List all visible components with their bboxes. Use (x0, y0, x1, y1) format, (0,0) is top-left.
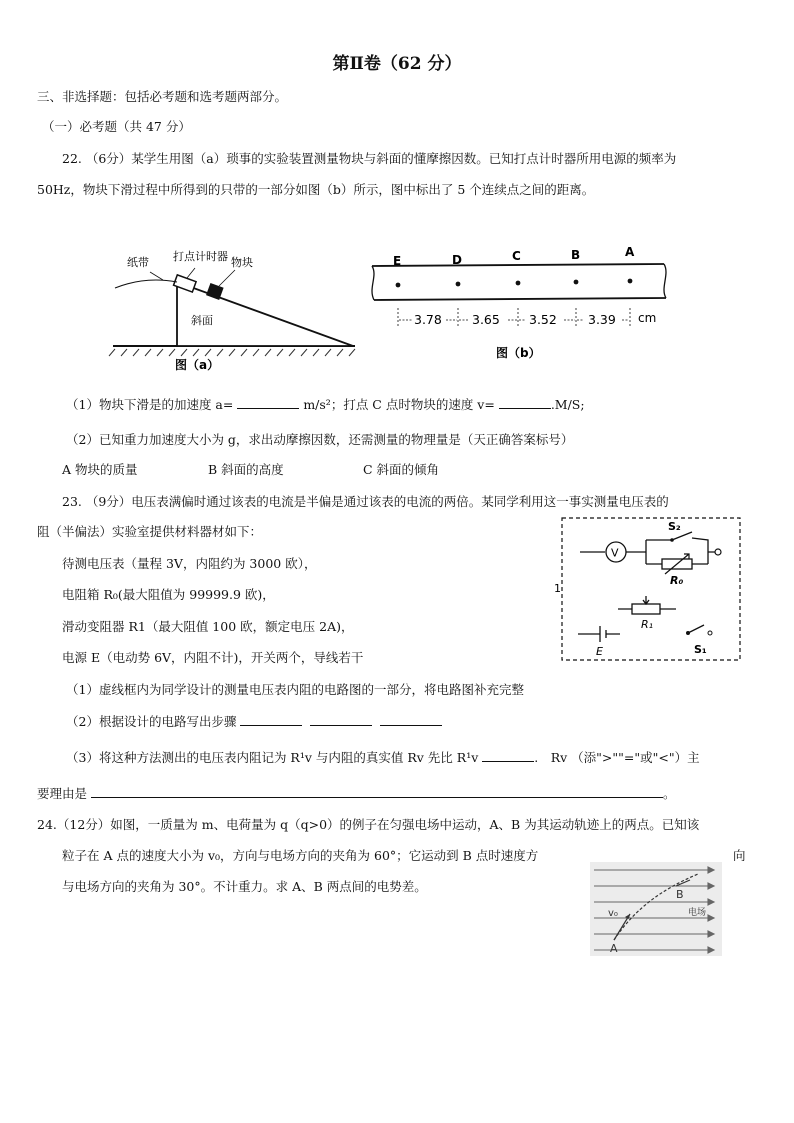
part1-heading: （一）必考题（共 47 分） (42, 119, 191, 134)
answer-blank-step-1[interactable] (240, 713, 302, 726)
q24-line3: 与电场方向的夹角为 30°。不计重力。求 A、B 两点间的电势差。 (62, 879, 427, 894)
answer-blank-step-3[interactable] (380, 713, 442, 726)
figure-b-tape (368, 240, 668, 365)
q23-line2: 阻（半偏法）实验室提供材料器材如下： (37, 524, 263, 539)
q22-line1: 22. （6分）某学生用图（a）琐事的实验装置测量物块与斜面的懂摩擦因数。已知打点计时器所用电源的频率为 (62, 151, 677, 166)
label-point-a: A (610, 942, 618, 955)
section-title: 第Ⅱ卷（62 分） (332, 54, 462, 74)
answer-blank-compare[interactable] (482, 749, 534, 762)
tape-distance-2: 3.65 (472, 312, 500, 327)
q23-sub1: （1）虚线框内为同学设计的测量电压表内阻的电路图的一部分，将电路图补充完整 (66, 682, 524, 697)
label-point-b: B (676, 888, 684, 901)
tape-unit: cm (638, 311, 657, 325)
q23-item-resistor-box: 电阻箱 R₀(最大阻值为 99999.9 欧)， (62, 587, 275, 602)
label-s1: S₁ (694, 643, 707, 656)
fig-a-label-block: 物块 (231, 256, 253, 269)
q24-line1: 24.（12分）如图，一质量为 m、电荷量为 q（q>0）的例子在匀强电场中运动，A、B 为其运动轨迹上的两点。已知该 (37, 817, 700, 832)
q22-sub2: （2）已知重力加速度大小为 g，求出动摩擦因数，还需测量的物理量是（天正确答案标号） (66, 432, 574, 447)
circuit-side-mark: 1 (554, 582, 561, 595)
fig-a-label-tape: 纸带 (127, 256, 149, 269)
label-v0: v₀ (608, 908, 618, 919)
answer-blank-acceleration[interactable] (237, 396, 299, 409)
q23-item-rheostat: 滑动变阻器 R1（最大阻值 100 欧，额定电压 2A)， (62, 619, 354, 634)
q23-item-source: 电源 E（电动势 6V，内阻不计)，开关两个，导线若干 (62, 650, 364, 665)
section3-heading: 三、非选择题：包括必考题和选考题两部分。 (37, 89, 288, 104)
q22-sub1-text-a: （1）物块下滑是的加速度 a= (66, 397, 234, 412)
q23-line1: 23. （9分）电压表满偏时通过该表的电流是半偏是通过该表的电流的两倍。某同学利用这一事实测量电压表的 (62, 494, 669, 509)
circuit-diagram (548, 512, 748, 672)
q22-sub1-text-c: .M/S; (550, 397, 585, 412)
figure-a-incline (105, 240, 365, 375)
q23-sub3-text-a: （3）将这种方法测出的电压表内阻记为 R¹v 与内阻的真实值 Rv 先比 R¹v (66, 750, 479, 765)
q22-option-c: C 斜面的倾角 (363, 462, 440, 477)
label-e: E (596, 645, 603, 658)
q22-line2: 50Hz，物块下滑过程中所得到的只带的一部分如图（b）所示，图中标出了 5 个连续点之间的距离。 (37, 182, 595, 197)
answer-blank-velocity[interactable] (499, 396, 551, 409)
label-field: 电场 (688, 908, 707, 918)
label-r1: R₁ (641, 618, 654, 631)
q23-reason-end: 。 (663, 786, 676, 801)
field-trajectory-figure (590, 862, 722, 956)
q22-sub1-text-b: m/s²；打点 C 点时物块的速度 v= (303, 397, 495, 412)
fig-b-caption: 图（b） (496, 346, 541, 360)
label-s2: S₂ (668, 520, 681, 533)
tape-point-c: C (512, 249, 521, 263)
tape-distance-1: 3.78 (414, 312, 442, 327)
tape-point-b: B (571, 248, 581, 262)
q23-sub2-text: （2）根据设计的电路写出步骤 (66, 714, 237, 729)
q24-line2: 粒子在 A 点的速度大小为 v₀，方向与电场方向的夹角为 60°；它运动到 B 点时速度方 (62, 848, 539, 863)
q23-sub2 (66, 713, 442, 730)
answer-blank-step-2[interactable] (310, 713, 372, 726)
q22-option-b: B 斜面的高度 (208, 462, 284, 477)
q23-reason (37, 785, 676, 802)
q23-sub3 (66, 749, 700, 766)
q22-sub1 (66, 396, 585, 413)
label-r0: R₀ (670, 574, 684, 587)
voltmeter-symbol: V (611, 546, 619, 560)
tape-point-a: A (625, 245, 635, 259)
fig-a-caption: 图（a） (175, 358, 220, 372)
q23-reason-label: 要理由是 (37, 786, 88, 801)
tape-distance-3: 3.52 (529, 312, 557, 327)
q22-option-a: A 物块的质量 (62, 462, 138, 477)
fig-a-label-incline: 斜面 (191, 314, 213, 327)
tape-distance-4: 3.39 (588, 312, 616, 327)
q23-sub3-text-b: . Rv （添">""="或"<"）主 (534, 750, 700, 765)
q23-item-voltmeter: 待测电压表（量程 3V，内阻约为 3000 欧）， (62, 556, 317, 571)
tape-point-e: E (393, 254, 402, 268)
tape-point-d: D (452, 253, 462, 267)
answer-blank-reason[interactable] (91, 785, 663, 798)
q24-line2-end: 向 (733, 848, 746, 863)
fig-a-label-timer: 打点计时器 (173, 250, 228, 263)
